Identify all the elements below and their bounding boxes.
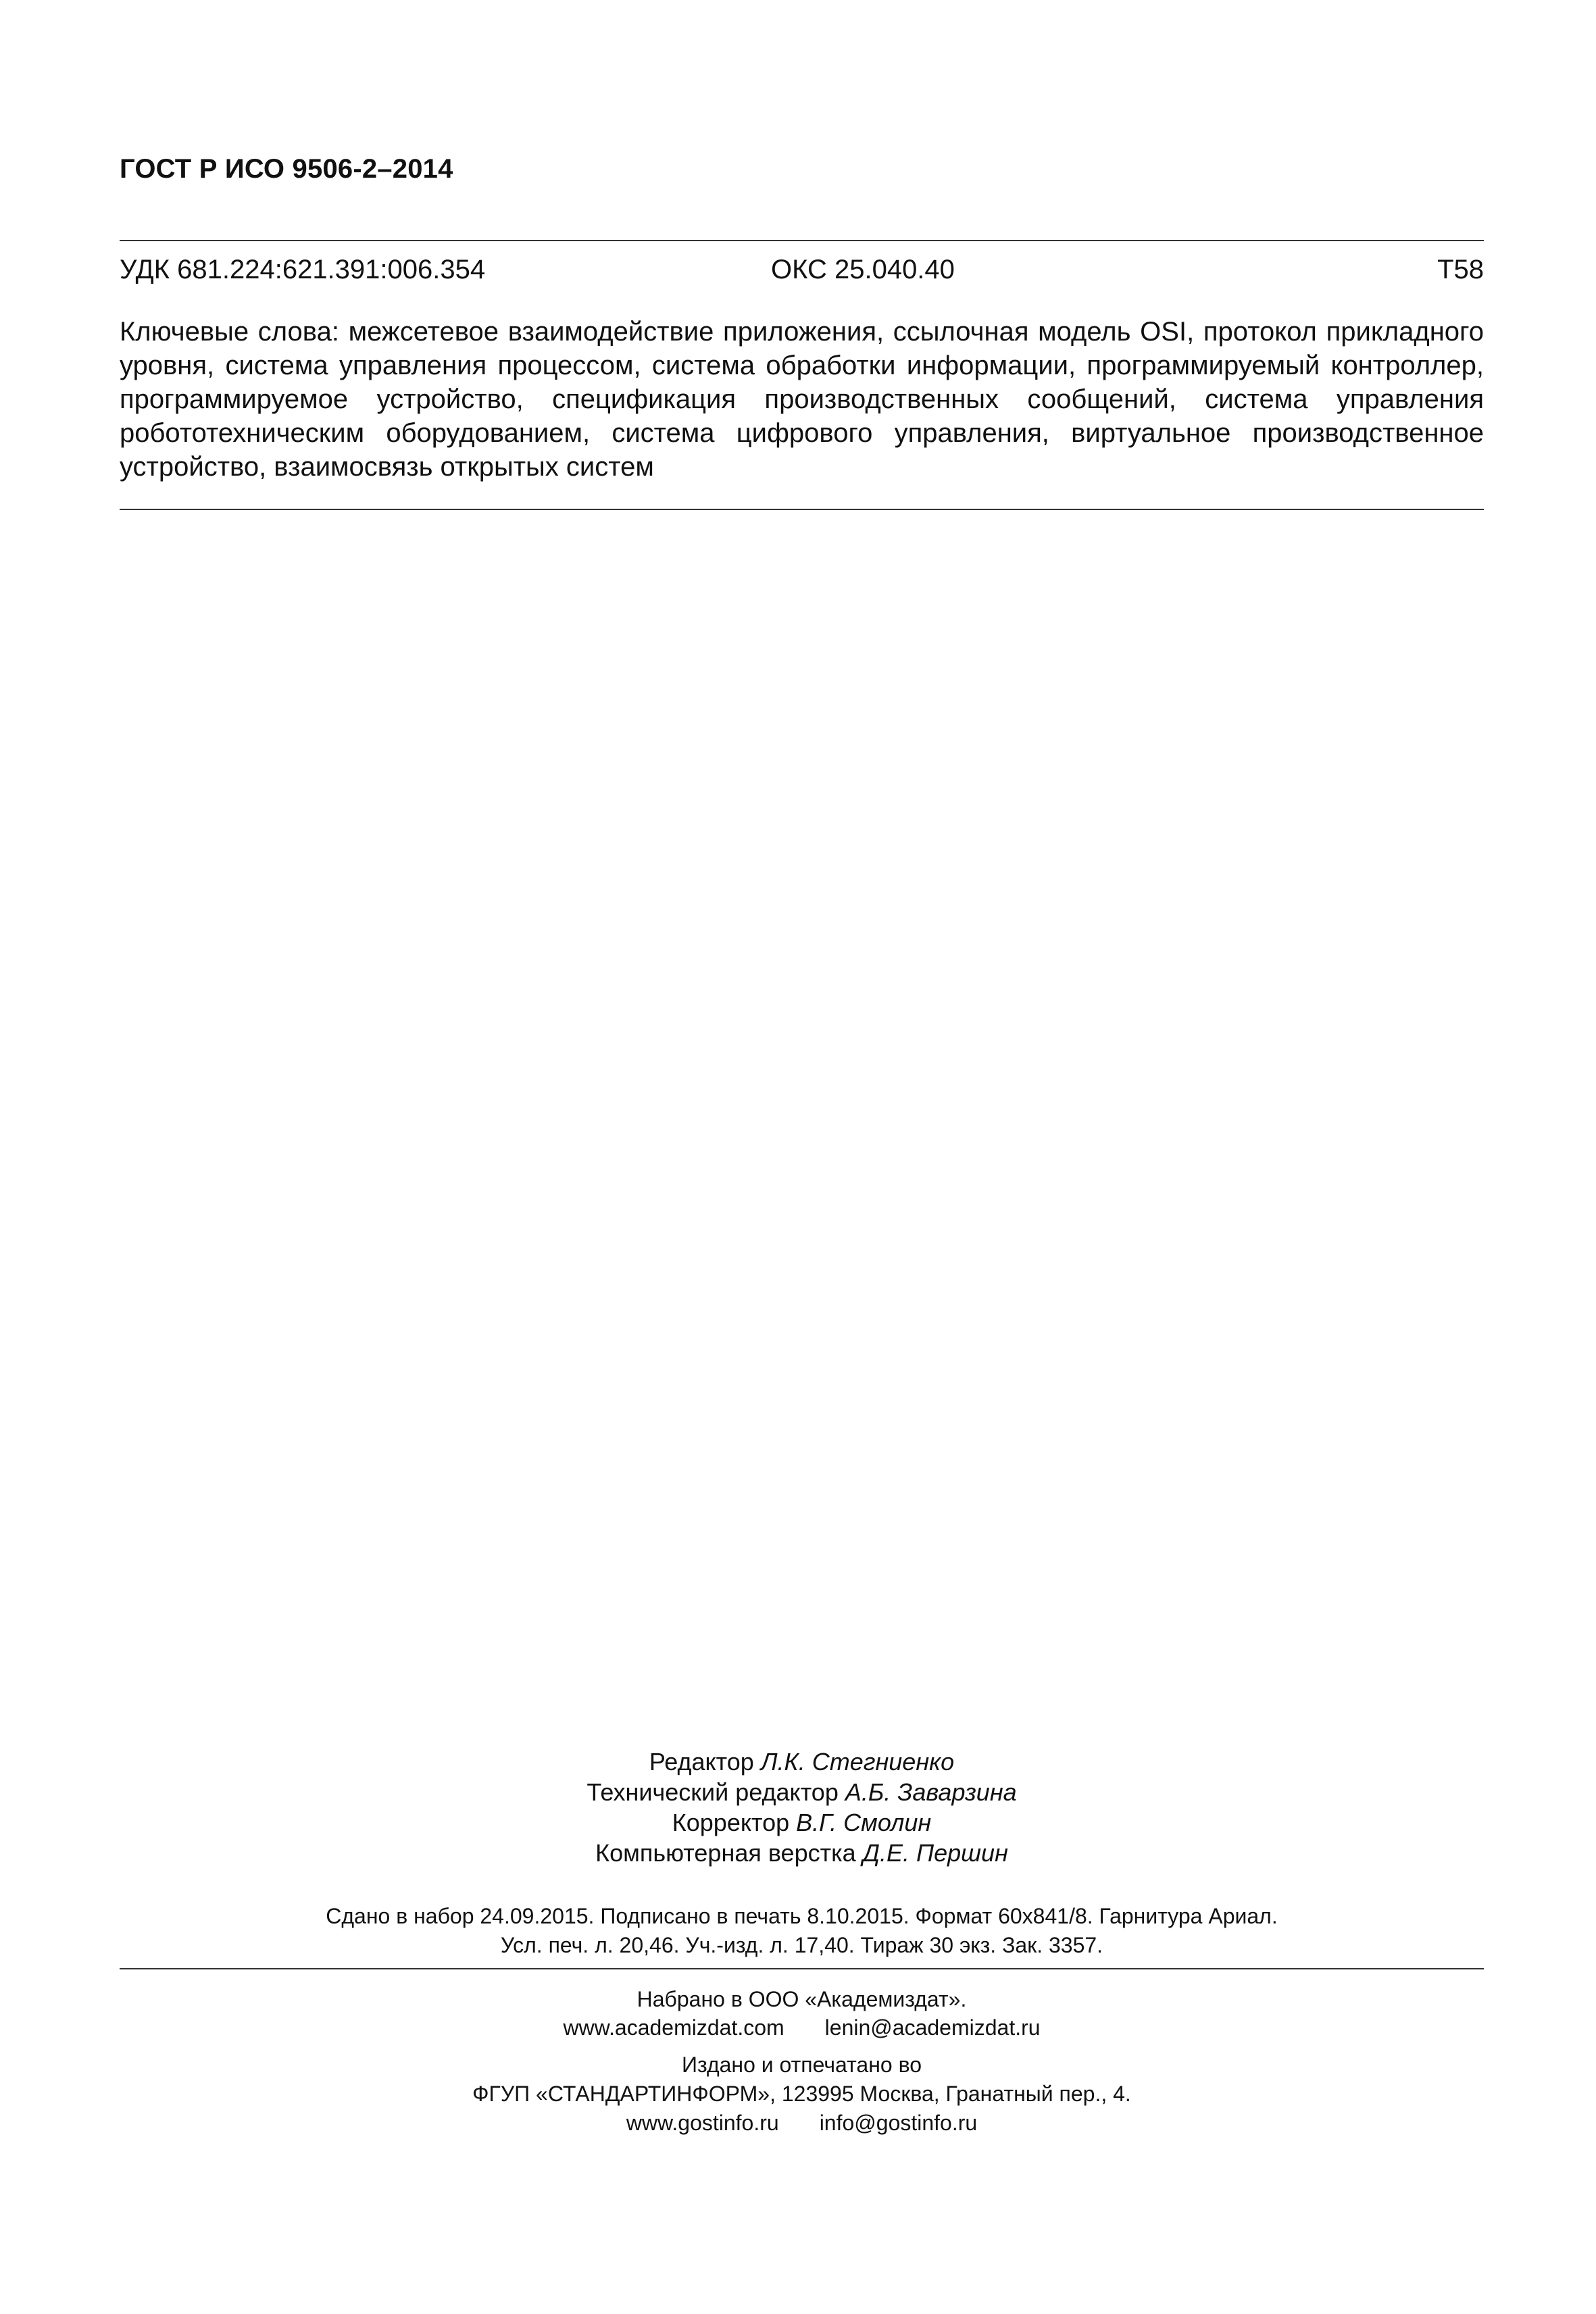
print-info-line: Сдано в набор 24.09.2015. Подписано в печать 8.10.2015. Формат 60x841/8. Гарнитура Ариал.: [326, 1904, 1278, 1928]
keywords-divider: [120, 509, 1484, 510]
credit-editor: [120, 1746, 1484, 1777]
publisher-line: ФГУП «СТАНДАРТИНФОРМ», 123995 Москва, Гранатный пер., 4.: [472, 2082, 1131, 2106]
typeset-block: [120, 1985, 1484, 2042]
credit-person: Л.К. Стегниенко: [760, 1748, 955, 1776]
publisher-website-link[interactable]: www.gostinfo.ru: [626, 2111, 779, 2135]
credit-person: Д.Е. Першин: [862, 1839, 1008, 1867]
print-info-line: Усл. печ. л. 20,46. Уч.-изд. л. 17,40. Тираж 30 экз. Зак. 3357.: [500, 1933, 1103, 1957]
publisher-contacts: [120, 2109, 1484, 2138]
credit-person: А.Б. Заварзина: [845, 1778, 1017, 1806]
udk-code: УДК 681.224:621.391:006.354: [120, 255, 486, 284]
typeset-website-link[interactable]: www.academizdat.com: [563, 2015, 784, 2040]
oks-code: ОКС 25.040.40: [771, 255, 955, 284]
credits-block: [120, 1746, 1484, 1868]
publisher-email-link[interactable]: info@gostinfo.ru: [819, 2111, 978, 2135]
credit-role: Компьютерная верстка: [595, 1839, 856, 1867]
print-info-block: [120, 1902, 1484, 1960]
credit-layout: [120, 1838, 1484, 1868]
credit-role: Технический редактор: [587, 1778, 839, 1806]
typeset-contacts: [120, 2013, 1484, 2042]
typeset-line: Набрано в ООО «Академиздат».: [637, 1987, 967, 2011]
credit-role: Корректор: [672, 1809, 790, 1836]
credit-role: Редактор: [649, 1748, 754, 1776]
typeset-email-link[interactable]: lenin@academizdat.ru: [824, 2015, 1041, 2040]
credit-proofreader: [120, 1807, 1484, 1838]
credit-person: В.Г. Смолин: [796, 1809, 932, 1836]
imprint-divider: [120, 1968, 1484, 1969]
keywords-paragraph: Ключевые слова: межсетевое взаимодействие приложения, ссылочная модель OSI, протокол прикладного уровня, система управления процессом, система обработки информации, программируемый контроллер, программируемое устройство, спецификация производственных сообщений, система управления робототехническим оборудованием, система цифрового управления, виртуальное производственное устройство, взаимосвязь открытых систем: [120, 317, 1484, 482]
credit-technical-editor: [120, 1777, 1484, 1807]
publisher-line: Издано и отпечатано во: [681, 2053, 922, 2077]
top-divider: [120, 240, 1484, 241]
publisher-block: [120, 2051, 1484, 2138]
category-code: Т58: [1437, 255, 1484, 284]
classification-row: [120, 250, 1484, 289]
document-code: ГОСТ Р ИСО 9506-2–2014: [120, 154, 453, 184]
